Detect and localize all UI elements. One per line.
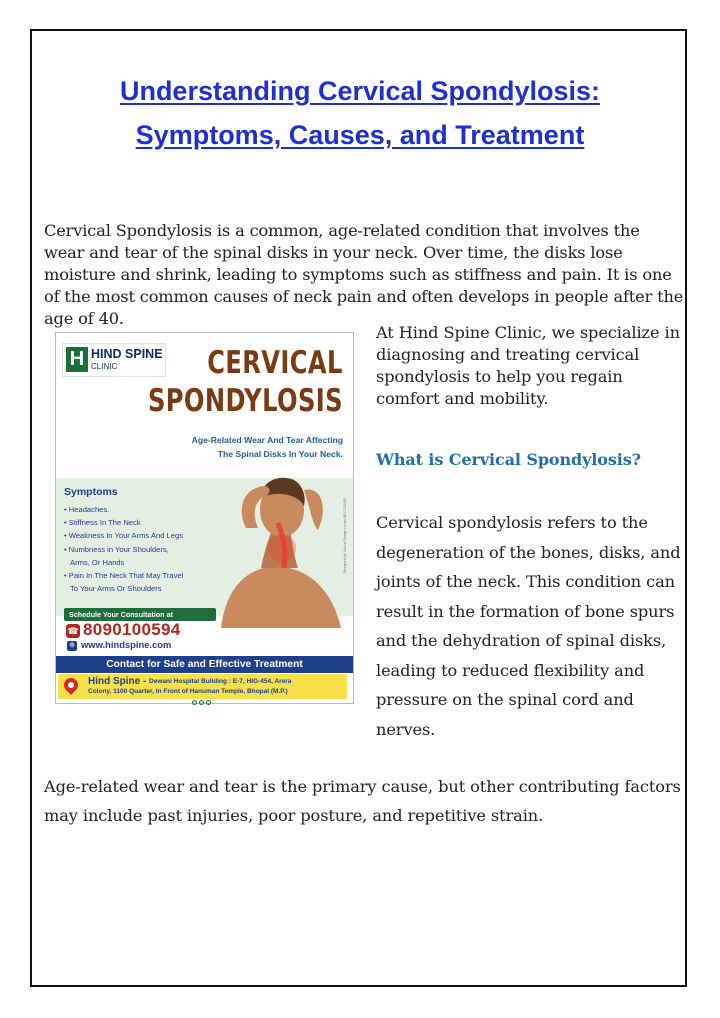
intro-paragraph: Cervical Spondylosis is a common, age-related condition that involves the wear and tear of the spinal disks in your neck. Over time, the disks lose moisture and shrink, leading to symptoms such as stiffness and pain. It is one of the most common causes of neck pain and often develops in people after the age of 40.: [44, 221, 684, 328]
logo-name: HIND SPINE: [91, 347, 163, 361]
symptom-item: • Weakness In Your Arms And Legs: [64, 531, 184, 541]
symptoms-list: [64, 503, 214, 595]
carousel-dot: [192, 700, 197, 705]
section-heading: What is Cervical Spondylosis?: [376, 450, 641, 469]
address-box: [58, 674, 347, 699]
definition-paragraph: Cervical spondylosis refers to the degeneration of the bones, disks, and joints of the neck. This condition can result in the formation of bone spurs and the dehydration of spinal disks, leading to reduced flexibility and pressure on the spinal cord and nerves.: [376, 513, 681, 739]
clinic-poster: [55, 332, 354, 704]
logo-mark: H: [66, 347, 88, 372]
clinic-paragraph: At Hind Spine Clinic, we specialize in diagnosing and treating cervical spondylosis to help you regain comfort and mobility.: [376, 323, 680, 408]
globe-icon: ⊕: [67, 641, 77, 651]
contact-banner: Contact for Safe and Effective Treatment: [56, 656, 353, 673]
symptoms-title: Symptoms: [64, 486, 118, 498]
phone-number: 8090100594: [83, 620, 181, 639]
symptom-item: To Your Arms Or Shoulders: [70, 584, 162, 594]
location-pin-icon: [61, 675, 81, 695]
website-url: www.hindspine.com: [81, 639, 172, 650]
document-title-line1: Understanding Cervical Spondylosis:: [119, 76, 601, 106]
carousel-dot: [199, 700, 204, 705]
poster-headline-line1: CERVICAL: [207, 345, 343, 381]
address-clinic-name: Hind Spine -: [88, 676, 147, 687]
logo-subtitle: CLINIC: [91, 362, 118, 371]
poster-tagline-line1: Age-Related Wear And Tear Affecting: [191, 435, 343, 445]
poster-headline-line2: SPONDYLOSIS: [148, 383, 343, 419]
carousel-dot: [206, 700, 211, 705]
carousel-dots: [192, 700, 211, 705]
neck-pain-figure-illustration: [206, 468, 346, 628]
schedule-banner: Schedule Your Consultation at: [64, 608, 216, 621]
symptom-item: • Headaches.: [64, 505, 110, 514]
symptom-item: • Numbness in Your Shoulders,: [64, 544, 169, 554]
document-title-line2: Symptoms, Causes, and Treatment: [135, 120, 585, 150]
clinic-logo: [62, 343, 166, 377]
address-line1: Dewani Hospital Building : E-7, HIG-454, Arera: [149, 678, 292, 685]
phone-icon: ☎: [67, 626, 79, 636]
designer-credit: Designed by: Nexus Design House 8817123456: [343, 498, 347, 573]
symptom-item: Arms, Or Hands: [70, 557, 125, 567]
address-line2: Colony, 1100 Quarter, In Front of Hanuman Temple, Bhopal (M.P.): [88, 688, 288, 695]
poster-tagline-line2: The Spinal Disks In Your Neck.: [217, 449, 343, 459]
symptom-item: • Stiffness In The Neck: [64, 518, 141, 528]
closing-paragraph: Age-related wear and tear is the primary cause, but other contributing factors may include past injuries, poor posture, and repetitive strain.: [44, 777, 681, 825]
symptom-item: • Pain In The Neck That May Travel: [64, 571, 184, 581]
